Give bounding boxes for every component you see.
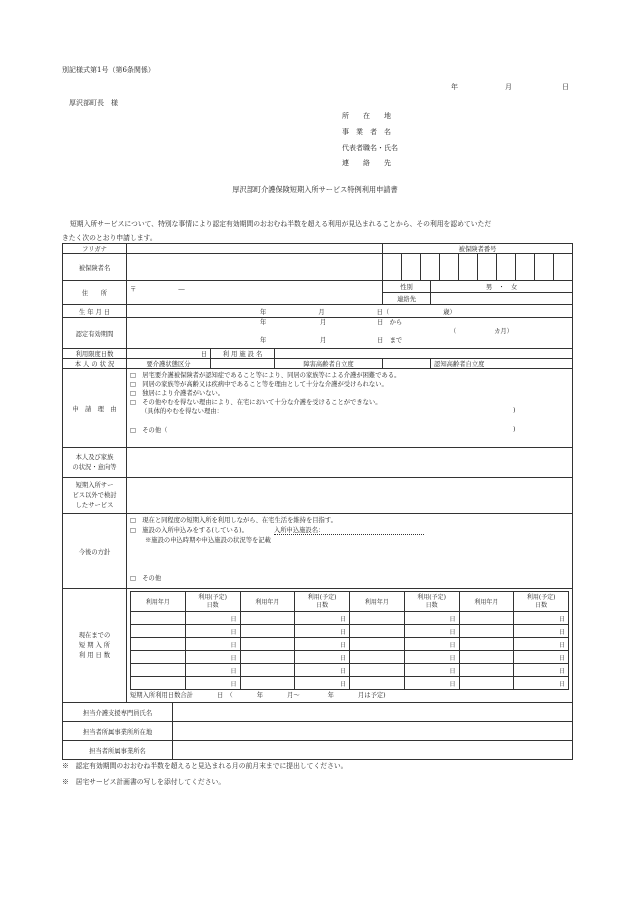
birth-age: 歳） (443, 308, 456, 316)
birthdate-label: 生 年 月 日 (63, 305, 127, 318)
usage-total-label: 短期入所利用日数合計 (130, 692, 193, 699)
vp-until-year: 年 (260, 337, 267, 344)
applicant-company-label: 事 業 者 名 (342, 128, 391, 136)
vp-until-month: 月 (320, 337, 327, 344)
insured-number-label: 被保険者番号 (383, 244, 573, 254)
table-row: 日 日 日 日 (131, 651, 569, 664)
reason-specific-label: （具体的やむを得ない理由： (141, 408, 223, 415)
manager-name-label: 担当介護支援専門員氏名 (63, 703, 173, 722)
table-row: 日 日 日 日 (131, 625, 569, 638)
family-situation-field[interactable] (127, 448, 573, 478)
reason-option-other[interactable]: □ その他（ (130, 427, 168, 434)
table-row: 日 日 日 日 (131, 677, 569, 690)
usage-days-header: 利用(予定) 日数 (514, 592, 569, 612)
address-label: 住 所 (63, 281, 127, 305)
facility-label: 利 用 施 設 名 (211, 349, 275, 359)
insured-name-field[interactable] (127, 254, 383, 281)
postal-mark: 〒 (130, 286, 137, 293)
other-service-label: 短期入所サー ビス以外で検討 したサービス (63, 478, 127, 514)
applicant-contact-label: 連 絡 先 (342, 159, 391, 167)
family-situation-label: 本人及び家族 の状況・意向等 (63, 448, 127, 478)
usage-days-header: 利用(予定) 日数 (404, 592, 459, 612)
date-month: 月 (505, 83, 512, 91)
contact-label: 連絡先 (383, 293, 431, 305)
birth-year: 年 (260, 308, 267, 316)
document-title: 厚沢部町介護保険短期入所サービス特例利用申請書 (232, 185, 398, 194)
table-row: 日 日 日 日 (131, 638, 569, 651)
vp-from-month: 月 (320, 319, 327, 326)
reason-option-other-unavoidable[interactable]: □ その他やむを得ない理由により、在宅において十分な介護を受けることができない。 (130, 399, 382, 406)
insured-number-boxes (383, 254, 572, 280)
elderly-level-label: 障害高齢者自立度 (275, 359, 383, 369)
insured-name-label: 被保険者名 (63, 254, 127, 281)
usage-total-row[interactable]: 短期入所利用日数合計 日 （ 年 月～ 年 月は予定) (130, 692, 386, 699)
usage-month-header: 利用年月 (131, 592, 186, 612)
other-service-field[interactable] (127, 478, 573, 514)
future-plan-field[interactable] (127, 514, 573, 589)
date-year: 年 (451, 83, 458, 91)
care-level-field[interactable] (211, 359, 275, 369)
usage-month-header: 利用年月 (459, 592, 514, 612)
intro-line-1: 短期入所サービスについて、特別な事情により認定有効期間のおおむね半数を超える利用が見込まれることから、その利用を認めていただ (70, 220, 492, 228)
birth-day: 日（ (376, 308, 390, 316)
usage-days-header: 利用(予定) 日数 (295, 592, 350, 612)
vp-from: 日 から (377, 319, 403, 326)
office-address-label: 担当者所属事業所所在地 (63, 722, 173, 741)
dementia-level-label: 認知高齢者自立度 (434, 361, 485, 368)
usage-days-header: 利用(予定) 日数 (185, 592, 240, 612)
facility-field[interactable] (275, 349, 573, 359)
valid-period-label: 認定有効期間 (63, 318, 127, 349)
usage-days-label: 現在までの 短 期 入 所 利 用 日 数 (63, 589, 127, 703)
office-name-field[interactable] (173, 741, 573, 760)
birth-month: 月 (318, 308, 325, 316)
addressee: 厚沢部町長 様 (69, 99, 118, 107)
reason-label: 申 請 理 由 (63, 369, 127, 448)
reason-specific-close: ) (513, 407, 516, 414)
gender-field[interactable]: 男 ・ 女 (431, 281, 573, 293)
birthdate-field[interactable] (127, 305, 573, 318)
table-row: 日 日 日 日 (131, 612, 569, 625)
reason-other-close: ) (513, 426, 516, 433)
person-status-label: 本 人 の 状 況 (63, 359, 127, 369)
furigana-label: フリガナ (63, 244, 127, 254)
plan-note: ※施設の申込時期や申込施設の状況等を記載 (145, 537, 271, 544)
vp-until: 日 まで (377, 337, 403, 344)
plan-option-continue[interactable]: □ 現在と同程度の短期入所を利用しながら、在宅生活を維持を目指す。 (130, 517, 337, 524)
limit-days-label: 利用限度日数 (63, 349, 127, 359)
reason-option-dementia[interactable]: □ 居宅要介護被保険者が認知症であること等により、同居の家族等による介護が困難である。 (130, 372, 401, 379)
vp-months: （ カ月） (450, 328, 513, 335)
applicant-address-label: 所 在 地 (342, 112, 391, 120)
reason-option-living-alone[interactable]: □ 独居により介護者がいない。 (130, 390, 225, 397)
valid-period-field[interactable] (127, 318, 573, 349)
usage-days-grid (130, 591, 569, 690)
care-level-label: 要介護状態区分 (127, 359, 211, 369)
footnote-attachment: ※ 居宅サービス計画書の写しを添付してください。 (62, 778, 226, 786)
reason-option-family-illness[interactable]: □ 同居の家族等が高齢又は疾病中であること等を理由として十分な介護が受けられない。 (130, 381, 388, 388)
dementia-level-cell[interactable] (431, 359, 573, 369)
applicant-representative-label: 代表者職名・氏名 (342, 144, 398, 152)
postal-dash: ― (178, 286, 185, 293)
gender-label: 性別 (383, 281, 431, 293)
date-day: 日 (562, 83, 569, 91)
application-form-table (62, 243, 573, 760)
usage-month-header: 利用年月 (350, 592, 405, 612)
vp-from-year: 年 (260, 319, 267, 326)
intro-line-2: きたく次のとおり申請します。 (62, 234, 157, 242)
insured-number-field[interactable] (383, 254, 573, 281)
plan-facility-name[interactable]: 入所申込施設名： (274, 527, 424, 535)
office-address-field[interactable] (173, 722, 573, 741)
address-field[interactable] (127, 281, 383, 305)
office-name-label: 担当者所属事業所名 (63, 741, 173, 760)
future-plan-label: 今後の方針 (63, 514, 127, 589)
contact-field[interactable] (431, 293, 573, 305)
limit-days-field[interactable]: 日 (127, 349, 211, 359)
footnote-deadline: ※ 認定有効期間のおおむね半数を超えると見込まれる月の前月末までに提出してください。 (62, 762, 348, 770)
furigana-field[interactable] (127, 244, 383, 254)
plan-option-facility[interactable]: □ 施設の入所申込みをする(している)。 (130, 527, 248, 534)
elderly-level-field[interactable] (383, 359, 431, 369)
form-number: 別記様式第1号（第6条関係） (62, 66, 155, 74)
usage-days-field (127, 589, 573, 703)
usage-month-header: 利用年月 (240, 592, 295, 612)
manager-name-field[interactable] (173, 703, 573, 722)
table-row: 日 日 日 日 (131, 664, 569, 677)
reason-field[interactable] (127, 369, 573, 448)
plan-option-other[interactable]: □ その他 (130, 575, 162, 582)
